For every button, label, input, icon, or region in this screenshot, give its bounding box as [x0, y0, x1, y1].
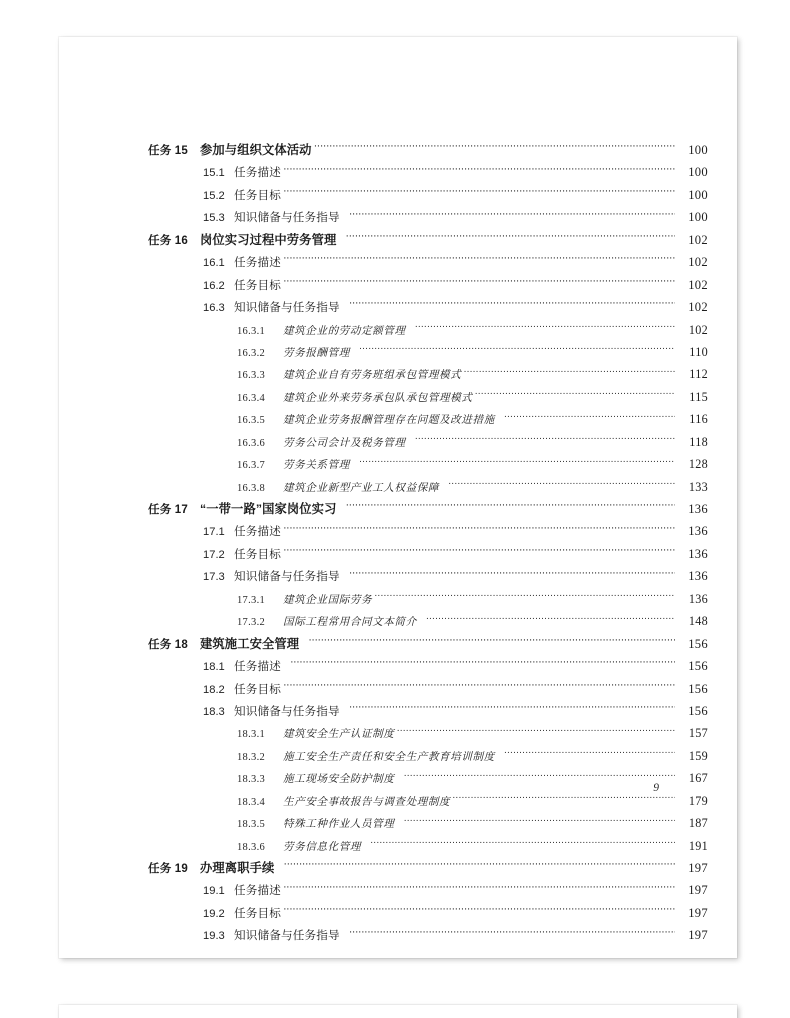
toc-entry-number: 18.3.3 [237, 774, 266, 786]
toc-entry-page-number: 156 [688, 636, 708, 651]
toc-leader-dots [370, 834, 675, 850]
toc-entry-number: 16.3.1 [237, 325, 266, 337]
toc-leader-dots [349, 923, 675, 939]
toc-entry-title: 任务描述 [234, 166, 281, 180]
toc-entry-title: 任务目标 [234, 188, 281, 202]
toc-leader-dots [426, 609, 675, 625]
toc-leader-dots [290, 654, 675, 670]
page-number-folio: 9 [653, 782, 659, 794]
toc-entry-page-number: 159 [688, 748, 708, 763]
toc-entry[interactable] [148, 834, 708, 856]
toc-entry-title: 任务描述 [234, 884, 281, 898]
toc-entry-number: 19.2 [203, 907, 225, 920]
toc-entry-title: 劳务公司会计及税务管理 [283, 437, 406, 449]
toc-entry-title: 建筑企业劳务报酬管理存在问题及改进措施 [283, 415, 495, 427]
toc-entry[interactable] [148, 542, 708, 564]
toc-entry[interactable] [148, 385, 708, 407]
toc-leader-dots [403, 811, 675, 827]
toc-leader-dots [396, 721, 675, 737]
toc-entry[interactable] [148, 295, 708, 317]
toc-entry-number: 16.2 [203, 279, 225, 292]
toc-entry-page-number: 187 [688, 816, 708, 831]
toc-entry-title: 任务目标 [234, 682, 281, 696]
toc-entry-number: 19.1 [203, 885, 225, 898]
toc-entry[interactable] [148, 632, 708, 654]
toc-entry-page-number: 100 [688, 143, 708, 157]
toc-leader-dots [349, 205, 675, 221]
toc-leader-dots [283, 250, 675, 266]
toc-entry[interactable] [148, 609, 708, 631]
toc-leader-dots [345, 497, 675, 513]
toc-entry-title: 特殊工种作业人员管理 [283, 819, 395, 831]
toc-entry-page-number: 116 [689, 412, 708, 427]
toc-entry[interactable] [148, 250, 708, 272]
toc-entry-page-number: 136 [688, 569, 708, 584]
toc-entry-number: 任务 19 [148, 863, 188, 875]
toc-leader-dots [474, 385, 675, 401]
toc-entry-number: 16.3 [203, 302, 225, 315]
toc-entry-title: “一带一路”国家岗位实习 [200, 502, 337, 516]
toc-entry-page-number: 136 [688, 591, 708, 606]
toc-entry[interactable] [148, 205, 708, 227]
toc-entry-title: 任务描述 [234, 660, 281, 674]
toc-entry-title: 建筑企业外来劳务承包队承包管理模式 [283, 392, 473, 404]
next-page-sheet [59, 1005, 737, 1018]
toc-entry-number: 18.3.4 [237, 796, 266, 808]
toc-entry[interactable] [148, 228, 708, 250]
toc-entry[interactable] [148, 878, 708, 900]
toc-entry-page-number: 157 [688, 726, 708, 741]
toc-entry-title: 施工安全生产责任和安全生产教育培训制度 [283, 751, 495, 763]
toc-entry-title: 任务目标 [234, 906, 281, 920]
toc-entry-number: 16.3.2 [237, 347, 266, 359]
toc-leader-dots [349, 295, 675, 311]
toc-leader-dots [359, 452, 675, 468]
toc-entry-page-number: 136 [688, 546, 708, 561]
toc-entry-title: 参加与组织文体活动 [200, 143, 312, 157]
toc-entry-number: 17.3.2 [237, 617, 266, 629]
toc-leader-dots [374, 587, 675, 603]
toc-entry-number: 16.3.5 [237, 415, 266, 427]
toc-entry-number: 18.1 [203, 661, 225, 674]
toc-entry[interactable] [148, 160, 708, 182]
toc-entry-number: 16.3.6 [237, 437, 266, 449]
toc-entry-page-number: 136 [688, 524, 708, 539]
toc-leader-dots [283, 519, 675, 535]
toc-entry[interactable] [148, 587, 708, 609]
toc-entry-number: 任务 15 [148, 145, 188, 157]
toc-entry-title: 生产安全事故报告与调查处理制度 [283, 796, 451, 808]
toc-leader-dots [283, 856, 675, 872]
toc-entry-page-number: 100 [688, 210, 708, 225]
toc-entry-number: 17.2 [203, 548, 225, 561]
toc-entry-title: 任务描述 [234, 525, 281, 539]
toc-entry[interactable] [148, 183, 708, 205]
toc-entry[interactable] [148, 362, 708, 384]
toc-entry-page-number: 197 [688, 905, 708, 920]
toc-entry-page-number: 197 [688, 883, 708, 898]
toc-entry[interactable] [148, 138, 708, 160]
toc-entry-page-number: 128 [688, 457, 708, 472]
toc-entry-number: 任务 16 [148, 234, 188, 247]
toc-entry-page-number: 115 [689, 389, 708, 404]
toc-entry-page-number: 156 [688, 659, 708, 674]
toc-entry[interactable] [148, 497, 708, 519]
toc-entry-number: 15.3 [203, 212, 225, 225]
toc-entry[interactable] [148, 519, 708, 541]
toc-leader-dots [283, 901, 675, 917]
table-of-contents-list [148, 138, 708, 946]
toc-leader-dots [463, 362, 675, 378]
toc-entry-number: 18.3.5 [237, 819, 266, 831]
toc-leader-dots [504, 407, 675, 423]
toc-entry-title: 施工现场安全防护制度 [283, 774, 395, 786]
toc-entry-number: 15.2 [203, 189, 225, 202]
toc-leader-dots [403, 766, 675, 782]
toc-entry[interactable] [148, 811, 708, 833]
toc-leader-dots [345, 228, 675, 244]
toc-leader-dots [283, 542, 675, 558]
toc-leader-dots [283, 273, 675, 289]
toc-leader-dots [415, 430, 675, 446]
toc-entry[interactable] [148, 699, 708, 721]
toc-entry-page-number: 167 [688, 771, 708, 786]
toc-leader-dots [415, 318, 675, 334]
toc-entry[interactable] [148, 856, 708, 878]
toc-entry-page-number: 102 [688, 255, 708, 270]
toc-entry[interactable] [148, 430, 708, 452]
toc-entry-title: 建筑企业的劳动定额管理 [283, 325, 406, 337]
toc-entry-page-number: 100 [688, 165, 708, 180]
toc-entry-number: 18.3.2 [237, 751, 266, 763]
toc-entry-number: 15.1 [203, 167, 225, 180]
toc-entry-number: 任务 18 [148, 638, 188, 651]
toc-entry-page-number: 102 [688, 277, 708, 292]
toc-entry-page-number: 197 [688, 861, 708, 875]
toc-leader-dots [283, 878, 675, 894]
toc-entry-title: 建筑企业国际劳务 [283, 594, 373, 606]
toc-leader-dots [283, 677, 675, 693]
toc-entry[interactable] [148, 564, 708, 586]
toc-entry-page-number: 133 [688, 479, 708, 494]
toc-entry-page-number: 148 [688, 614, 708, 629]
toc-entry[interactable] [148, 923, 708, 945]
toc-entry-title: 岗位实习过程中劳务管理 [200, 232, 337, 247]
toc-entry-number: 18.3.1 [237, 729, 266, 741]
toc-leader-dots [308, 632, 675, 648]
toc-entry-number: 16.3.4 [237, 392, 266, 404]
toc-entry-title: 任务目标 [234, 547, 281, 561]
toc-entry[interactable] [148, 340, 708, 362]
toc-entry-page-number: 136 [688, 502, 708, 516]
toc-leader-dots [314, 138, 675, 154]
toc-entry-page-number: 197 [688, 928, 708, 943]
toc-entry[interactable] [148, 721, 708, 743]
toc-entry-title: 劳务信息化管理 [283, 841, 362, 853]
toc-leader-dots [504, 744, 675, 760]
toc-entry[interactable] [148, 901, 708, 923]
toc-entry-title: 国际工程常用合同文本简介 [283, 617, 417, 629]
toc-leader-dots [283, 160, 675, 176]
toc-entry-number: 18.3 [203, 705, 225, 718]
toc-entry-page-number: 102 [688, 232, 708, 247]
toc-entry-number: 16.3.7 [237, 460, 266, 472]
toc-entry-number: 16.3.8 [237, 482, 266, 494]
toc-entry-title: 任务描述 [234, 256, 281, 270]
toc-entry-page-number: 112 [689, 367, 708, 382]
toc-entry[interactable] [148, 654, 708, 676]
toc-leader-dots [448, 475, 675, 491]
toc-entry-title: 知识储备与任务指导 [234, 929, 340, 943]
toc-entry-page-number: 100 [688, 187, 708, 202]
toc-entry-title: 知识储备与任务指导 [234, 570, 340, 584]
toc-entry-title: 建筑企业新型产业工人权益保障 [283, 482, 440, 494]
toc-entry-number: 18.3.6 [237, 841, 266, 853]
toc-entry[interactable] [148, 475, 708, 497]
toc-entry-page-number: 156 [688, 681, 708, 696]
toc-entry-page-number: 110 [689, 344, 708, 359]
toc-entry-number: 17.1 [203, 526, 225, 539]
toc-entry[interactable] [148, 407, 708, 429]
toc-entry-title: 建筑安全生产认证制度 [283, 729, 395, 741]
toc-entry-number: 16.1 [203, 257, 225, 270]
toc-entry[interactable] [148, 452, 708, 474]
toc-leader-dots [349, 564, 675, 580]
toc-entry-page-number: 118 [689, 434, 708, 449]
toc-entry-page-number: 179 [688, 793, 708, 808]
toc-entry-title: 建筑施工安全管理 [200, 636, 300, 651]
toc-entry-title: 知识储备与任务指导 [234, 211, 340, 225]
toc-entry-number: 17.3 [203, 571, 225, 584]
toc-entry-page-number: 191 [688, 838, 708, 853]
toc-entry-title: 任务目标 [234, 278, 281, 292]
toc-entry[interactable] [148, 677, 708, 699]
toc-entry[interactable] [148, 744, 708, 766]
toc-entry-page-number: 102 [688, 322, 708, 337]
toc-entry-number: 19.3 [203, 930, 225, 943]
toc-entry-title: 劳务关系管理 [283, 460, 350, 472]
toc-entry[interactable] [148, 318, 708, 340]
toc-entry-title: 办理离职手续 [200, 861, 275, 875]
toc-entry-title: 劳务报酬管理 [283, 347, 350, 359]
toc-entry-title: 知识储备与任务指导 [234, 704, 340, 718]
toc-leader-dots [349, 699, 675, 715]
toc-entry-page-number: 156 [688, 703, 708, 718]
toc-entry-number: 17.3.1 [237, 594, 266, 606]
toc-entry[interactable] [148, 273, 708, 295]
toc-leader-dots [359, 340, 675, 356]
toc-leader-dots [283, 183, 675, 199]
toc-entry-number: 任务 17 [148, 504, 188, 516]
toc-entry-number: 18.2 [203, 683, 225, 696]
toc-entry-page-number: 102 [688, 300, 708, 315]
page-sheet [59, 37, 737, 958]
toc-entry-title: 知识储备与任务指导 [234, 301, 340, 315]
toc-entry-number: 16.3.3 [237, 370, 266, 382]
toc-entry-title: 建筑企业自有劳务班组承包管理模式 [283, 370, 462, 382]
